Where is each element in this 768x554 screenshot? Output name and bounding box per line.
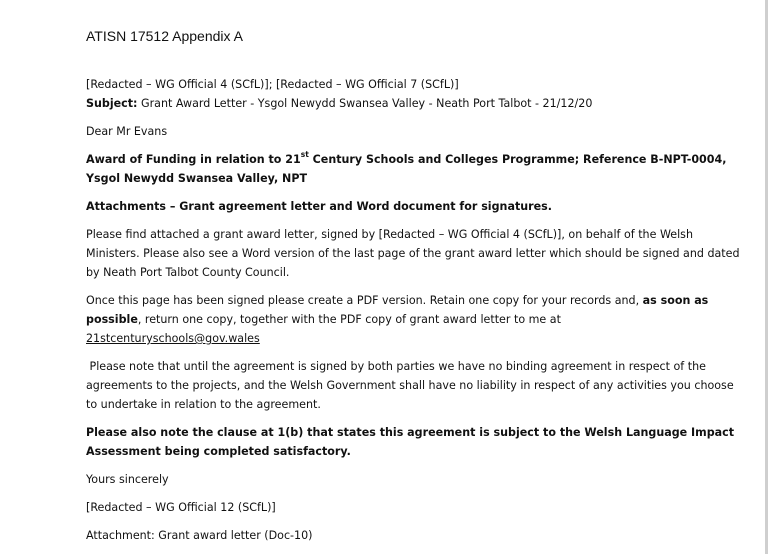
recipients-line: [Redacted – WG Official 4 (SCfL)]; [Redacted – WG Official 7 (SCfL)] (86, 78, 459, 91)
attachments-line: Attachments – Grant agreement letter and Word document for signatures. (86, 200, 552, 213)
closing: Yours sincerely (86, 473, 169, 486)
paragraph-2 (86, 291, 746, 348)
attachment-note: Attachment: Grant award letter (Doc-10) (86, 529, 313, 542)
paragraph-3: Please note that until the agreement is signed by both parties we have no binding agreement in respect of the agreements to the projects, and the Welsh Government shall have no liability in respect of any activities you choose to undertake in relation to the agreement. (86, 360, 738, 411)
email-header (86, 75, 746, 113)
subject-label: Subject: (86, 97, 138, 110)
paragraph-1: Please find attached a grant award letter, signed by [Redacted – WG Official 4 (SCfL)], on behalf of the Welsh Ministers. Please also see a Word version of the last page of the grant award letter which should be signed and dated by Neath Port Talbot County Council. (86, 228, 740, 279)
award-title-part1: Award of Funding in relation to 21 (86, 153, 301, 166)
paragraph-2-bold: as soon as possible (86, 294, 709, 326)
salutation: Dear Mr Evans (86, 125, 168, 138)
paragraph-4: Please also note the clause at 1(b) that states this agreement is subject to the Welsh Language Impact Assessment being completed satisfactory. (86, 426, 735, 458)
email-link[interactable]: 21stcenturyschools@gov.wales (86, 332, 260, 345)
award-title-part2: Century Schools and Colleges Programme; Reference B-NPT-0004, Ysgol Newydd Swansea Valley, NPT (86, 153, 727, 185)
paragraph-2-part2: , return one copy, together with the PDF copy of grant award letter to me at (137, 313, 561, 326)
letter-body (86, 75, 746, 554)
subject-text: Grant Award Letter - Ysgol Newydd Swansea Valley - Neath Port Talbot - 21/12/20 (141, 97, 593, 110)
signature: [Redacted – WG Official 12 (SCfL)] (86, 501, 276, 514)
paragraph-2-part1: Once this page has been signed please create a PDF version. Retain one copy for your records and, (86, 294, 643, 307)
award-title (86, 150, 746, 188)
document-heading: ATISN 17512 Appendix A (86, 28, 243, 44)
award-title-sup: st (300, 150, 309, 160)
